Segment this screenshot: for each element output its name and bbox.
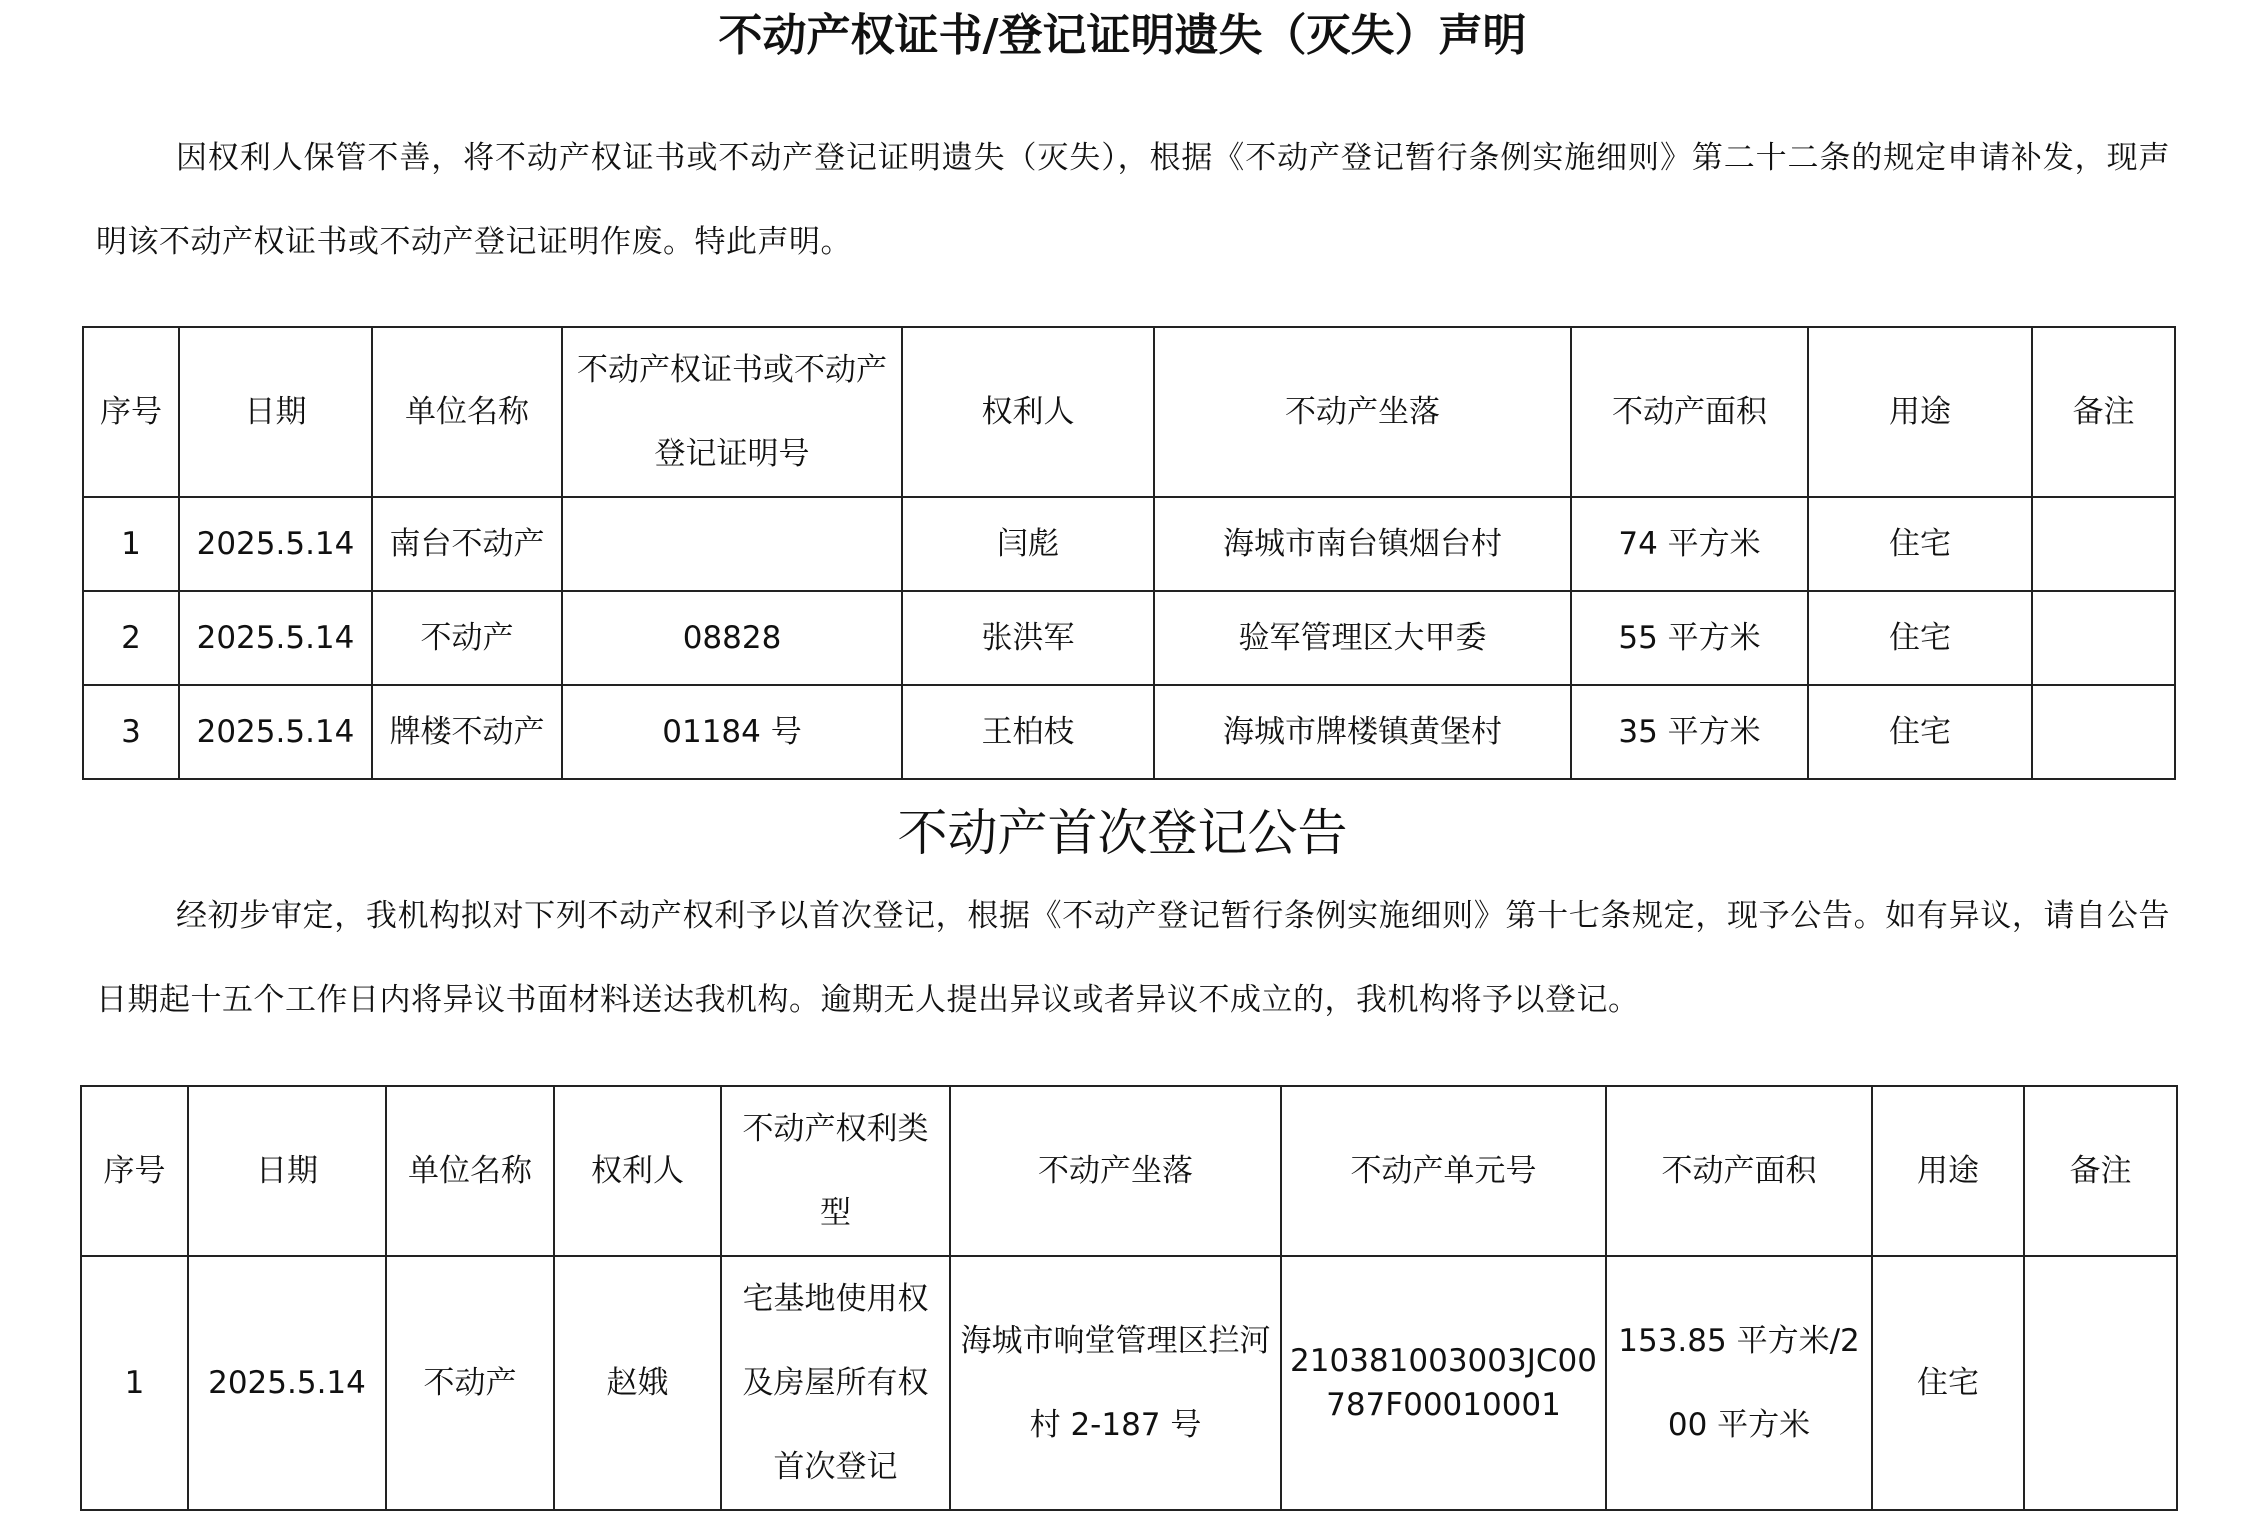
notice-paragraph: 因权利人保管不善，将不动产权证书或不动产登记证明遗失（灭失），根据《不动产登记暂行条例实施细则》第二十二条的规定申请补发，现声明该不动产权证书或不动产登记证明作废。特此声明。	[96, 140, 2170, 260]
first-registration-table	[80, 1085, 2178, 1511]
header-seq: 序号	[83, 327, 179, 497]
cell-unit-no: 210381003003JC00787F00010001	[1281, 1256, 1606, 1510]
cell-area: 35 平方米	[1571, 685, 1808, 779]
table-header-row	[83, 327, 2175, 497]
lost-certificate-table	[82, 326, 2176, 780]
header-right-type: 不动产权利类型	[721, 1086, 950, 1256]
table-row	[81, 1256, 2177, 1510]
cell-usage: 住宅	[1808, 591, 2032, 685]
header-owner: 权利人	[902, 327, 1154, 497]
notice-title: 不动产权证书/登记证明遗失（灭失）声明	[718, 10, 1527, 61]
cell-seq: 1	[83, 497, 179, 591]
cell-unit: 不动产	[372, 591, 562, 685]
cell-usage: 住宅	[1808, 685, 2032, 779]
cell-usage: 住宅	[1872, 1256, 2024, 1510]
header-unit: 单位名称	[372, 327, 562, 497]
header-remarks: 备注	[2032, 327, 2175, 497]
cell-location: 海城市响堂管理区拦河村 2-187 号	[950, 1256, 1281, 1510]
header-area: 不动产面积	[1606, 1086, 1872, 1256]
header-usage: 用途	[1872, 1086, 2024, 1256]
announcement-title: 不动产首次登记公告	[897, 804, 1348, 862]
cell-area: 74 平方米	[1571, 497, 1808, 591]
table-row	[83, 591, 2175, 685]
header-date: 日期	[188, 1086, 386, 1256]
header-location: 不动产坐落	[1154, 327, 1571, 497]
cell-seq: 3	[83, 685, 179, 779]
cell-cert-no: 08828	[562, 591, 902, 685]
announcement-paragraph: 经初步审定，我机构拟对下列不动产权利予以首次登记，根据《不动产登记暂行条例实施细则》第十七条规定，现予公告。如有异议，请自公告日期起十五个工作日内将异议书面材料送达我机构。逾期无人提出异议或者异议不成立的，我机构将予以登记。	[96, 898, 2170, 1018]
header-location: 不动产坐落	[950, 1086, 1281, 1256]
cell-area: 153.85 平方米/200 平方米	[1606, 1256, 1872, 1510]
header-cert-no: 不动产权证书或不动产登记证明号	[562, 327, 902, 497]
cell-unit: 不动产	[386, 1256, 554, 1510]
table-row	[83, 497, 2175, 591]
cell-date: 2025.5.14	[179, 497, 372, 591]
header-remarks: 备注	[2024, 1086, 2177, 1256]
cell-cert-no: 01184 号	[562, 685, 902, 779]
table-header-row	[81, 1086, 2177, 1256]
cell-unit: 南台不动产	[372, 497, 562, 591]
cell-location: 验军管理区大甲委	[1154, 591, 1571, 685]
header-usage: 用途	[1808, 327, 2032, 497]
header-unit: 单位名称	[386, 1086, 554, 1256]
header-owner: 权利人	[554, 1086, 721, 1256]
cell-location: 海城市牌楼镇黄堡村	[1154, 685, 1571, 779]
cell-right-type: 宅基地使用权及房屋所有权首次登记	[721, 1256, 950, 1510]
cell-date: 2025.5.14	[188, 1256, 386, 1510]
cell-cert-no	[562, 497, 902, 591]
cell-seq: 1	[81, 1256, 188, 1510]
cell-unit: 牌楼不动产	[372, 685, 562, 779]
cell-date: 2025.5.14	[179, 685, 372, 779]
cell-remarks	[2032, 497, 2175, 591]
cell-remarks	[2032, 591, 2175, 685]
cell-location: 海城市南台镇烟台村	[1154, 497, 1571, 591]
header-unit-no: 不动产单元号	[1281, 1086, 1606, 1256]
header-seq: 序号	[81, 1086, 188, 1256]
cell-remarks	[2024, 1256, 2177, 1510]
cell-area: 55 平方米	[1571, 591, 1808, 685]
cell-owner: 赵娥	[554, 1256, 721, 1510]
header-area: 不动产面积	[1571, 327, 1808, 497]
cell-remarks	[2032, 685, 2175, 779]
cell-date: 2025.5.14	[179, 591, 372, 685]
cell-owner: 王柏枝	[902, 685, 1154, 779]
table-row	[83, 685, 2175, 779]
cell-owner: 张洪军	[902, 591, 1154, 685]
cell-seq: 2	[83, 591, 179, 685]
cell-owner: 闫彪	[902, 497, 1154, 591]
cell-usage: 住宅	[1808, 497, 2032, 591]
header-date: 日期	[179, 327, 372, 497]
